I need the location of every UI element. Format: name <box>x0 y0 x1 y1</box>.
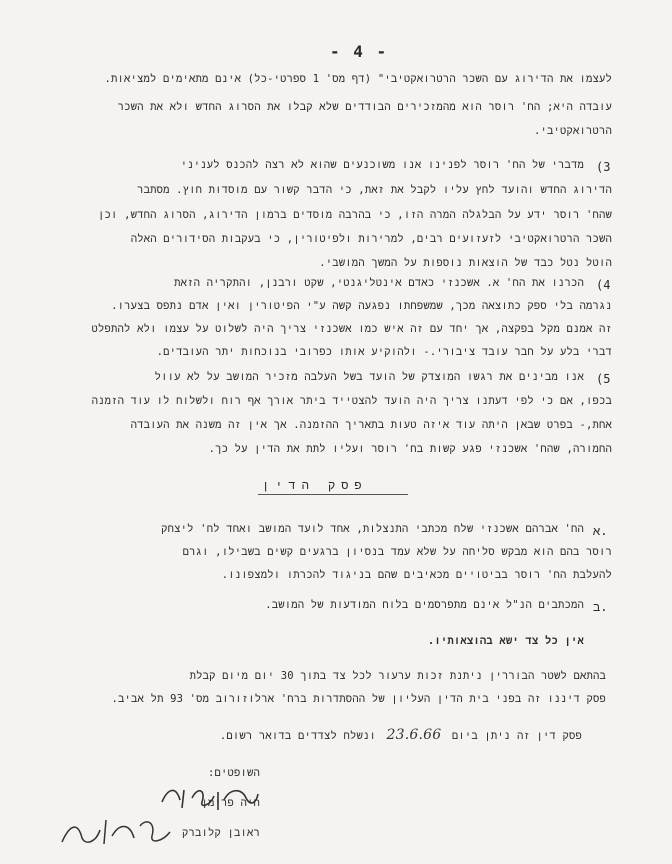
section-number: (5 <box>596 372 611 386</box>
section-line: הכרנו את הח' א. אשכנזי כאדם אינטליגנטי, שקט ורבנן, והתקריה הזאת <box>174 277 584 289</box>
signature-2 <box>56 812 176 852</box>
given-after: ונשלח לצדדים בדואר רשום. <box>219 730 376 742</box>
item-line: הח' אברהם אשכנזי שלח מכתבי התנצלות, אחד לועד המושב ואחד לח' ליצחק <box>161 523 584 535</box>
section-line: זה אמנם מקל בפקצה, אך יחד עם זה איש כמו אשכנזי צריך היה לשלוט על עצמו ולא להתפלט <box>91 323 612 335</box>
item-number: ב. <box>593 600 608 614</box>
section-line: מדברי של הח' רוסר לפנינו אנו משוכנעים שהוא לא רצה להכנס לעניני <box>180 159 584 171</box>
section-number: (4 <box>596 278 611 292</box>
section-line: הוטל נטל כבד של הוצאות נוספות על המשך המושבי. <box>319 257 612 269</box>
section-line: אחת,- בפרט שבאן היתה עוד איזה טעות בתאריך ההזמנה. אך אין זה משנה את העובדה <box>130 419 612 431</box>
section-line: החמורה, שהח' אשכנזי פגע קשות בח' רוסר ועליו לתת את הדין על כך. <box>208 443 612 455</box>
given-date: 23.6.66 <box>386 727 442 743</box>
intro-line: עובדה היא; הח' רוסר הוא מהמזכירים הבודדים שלא קבלו את הסרוג החדש ולא את השכר <box>117 101 612 113</box>
verdict-title: פסק הדין <box>262 478 368 492</box>
section-line: דברי בלע על חבר עובד ציבורי.- ולהוקיע אותו כפרובי בנוכחות יתר העובדים. <box>156 346 612 358</box>
given-line <box>220 728 582 743</box>
signature-1 <box>158 780 262 814</box>
item-line: להעלבת הח' רוסר בביטויים מכאיבים שהם בניגוד להכרתו ולמצפונו. <box>221 569 612 581</box>
section-line: השכר הרטרואקטיבי לזעזועים רבים, למרירות ולפיטורין, כי בעקבות הסידורים האלה <box>130 233 612 245</box>
section-line: שהח' רוסר ידע על הבלגלה המרה הזו, כי בהרבה מוסדים ברמון הדירוג, הסרוג החדש, וכן <box>98 209 612 221</box>
intro-line: הרטרואקטיבי. <box>533 125 612 137</box>
item-number: א. <box>593 524 608 538</box>
page-number: - 4 - <box>330 42 389 61</box>
appeal-line: בהתאם לשטר הבוררין ניתנת זכות ערעור לכל צד בתוך 30 יום מיום קבלת <box>189 670 606 682</box>
title-underline <box>258 494 408 495</box>
expenses-line: אין כל צד ישא בהוצאותיו. <box>427 635 584 647</box>
item-line: המכתבים הנ"ל אינם מתפרסמים בלוח המודעות של המושב. <box>265 599 584 611</box>
given-before: פסק דין זה ניתן ביום <box>451 730 582 742</box>
section-line: אנו מבינים את רגשו המוצדק של הועד בשל העלבה מזכיר המושב על לא עוול <box>154 371 584 383</box>
section-line: הדירוג החדש והועד לחץ עליו לקבל את זאת, כי הדבר קשור עם מוסדות חוץ. מסתבר <box>137 184 612 196</box>
section-line: נגרמה בלי ספק כתוצאה מכך, שמשפחתו נפגעה קשה ע"י הפיטורין ואין אדם נתפס בצערו. <box>111 300 612 312</box>
judges-label: השופטים: <box>207 767 260 779</box>
section-number: (3 <box>596 160 611 174</box>
judge-name: ראובן קלוברק <box>181 827 260 839</box>
intro-line: לעצמו את הדירוג עם השכר הרטרואקטיבי" (דף מס' 1 ספרטי-כל) אינם מתאימים למציאות. <box>104 73 612 85</box>
item-line: רוסר בהם הוא מבקש סליחה על שלא עמד בנסיון ברגעים קשים בשבילו, וגרם <box>182 546 612 558</box>
section-line: בכפו, אם כי לפי דעתנו צריך היה הועד להצטייד ביתר אורך אף רוח ולשלוח לו עוד הזמנה <box>91 395 612 407</box>
judge-name: חיה פרימן <box>201 797 260 809</box>
appeal-line: פסק דיננו זה בפני בית הדין העליון של ההסתדרות ברח' ארלוזורוב מס' 93 תל אביב. <box>111 693 606 705</box>
